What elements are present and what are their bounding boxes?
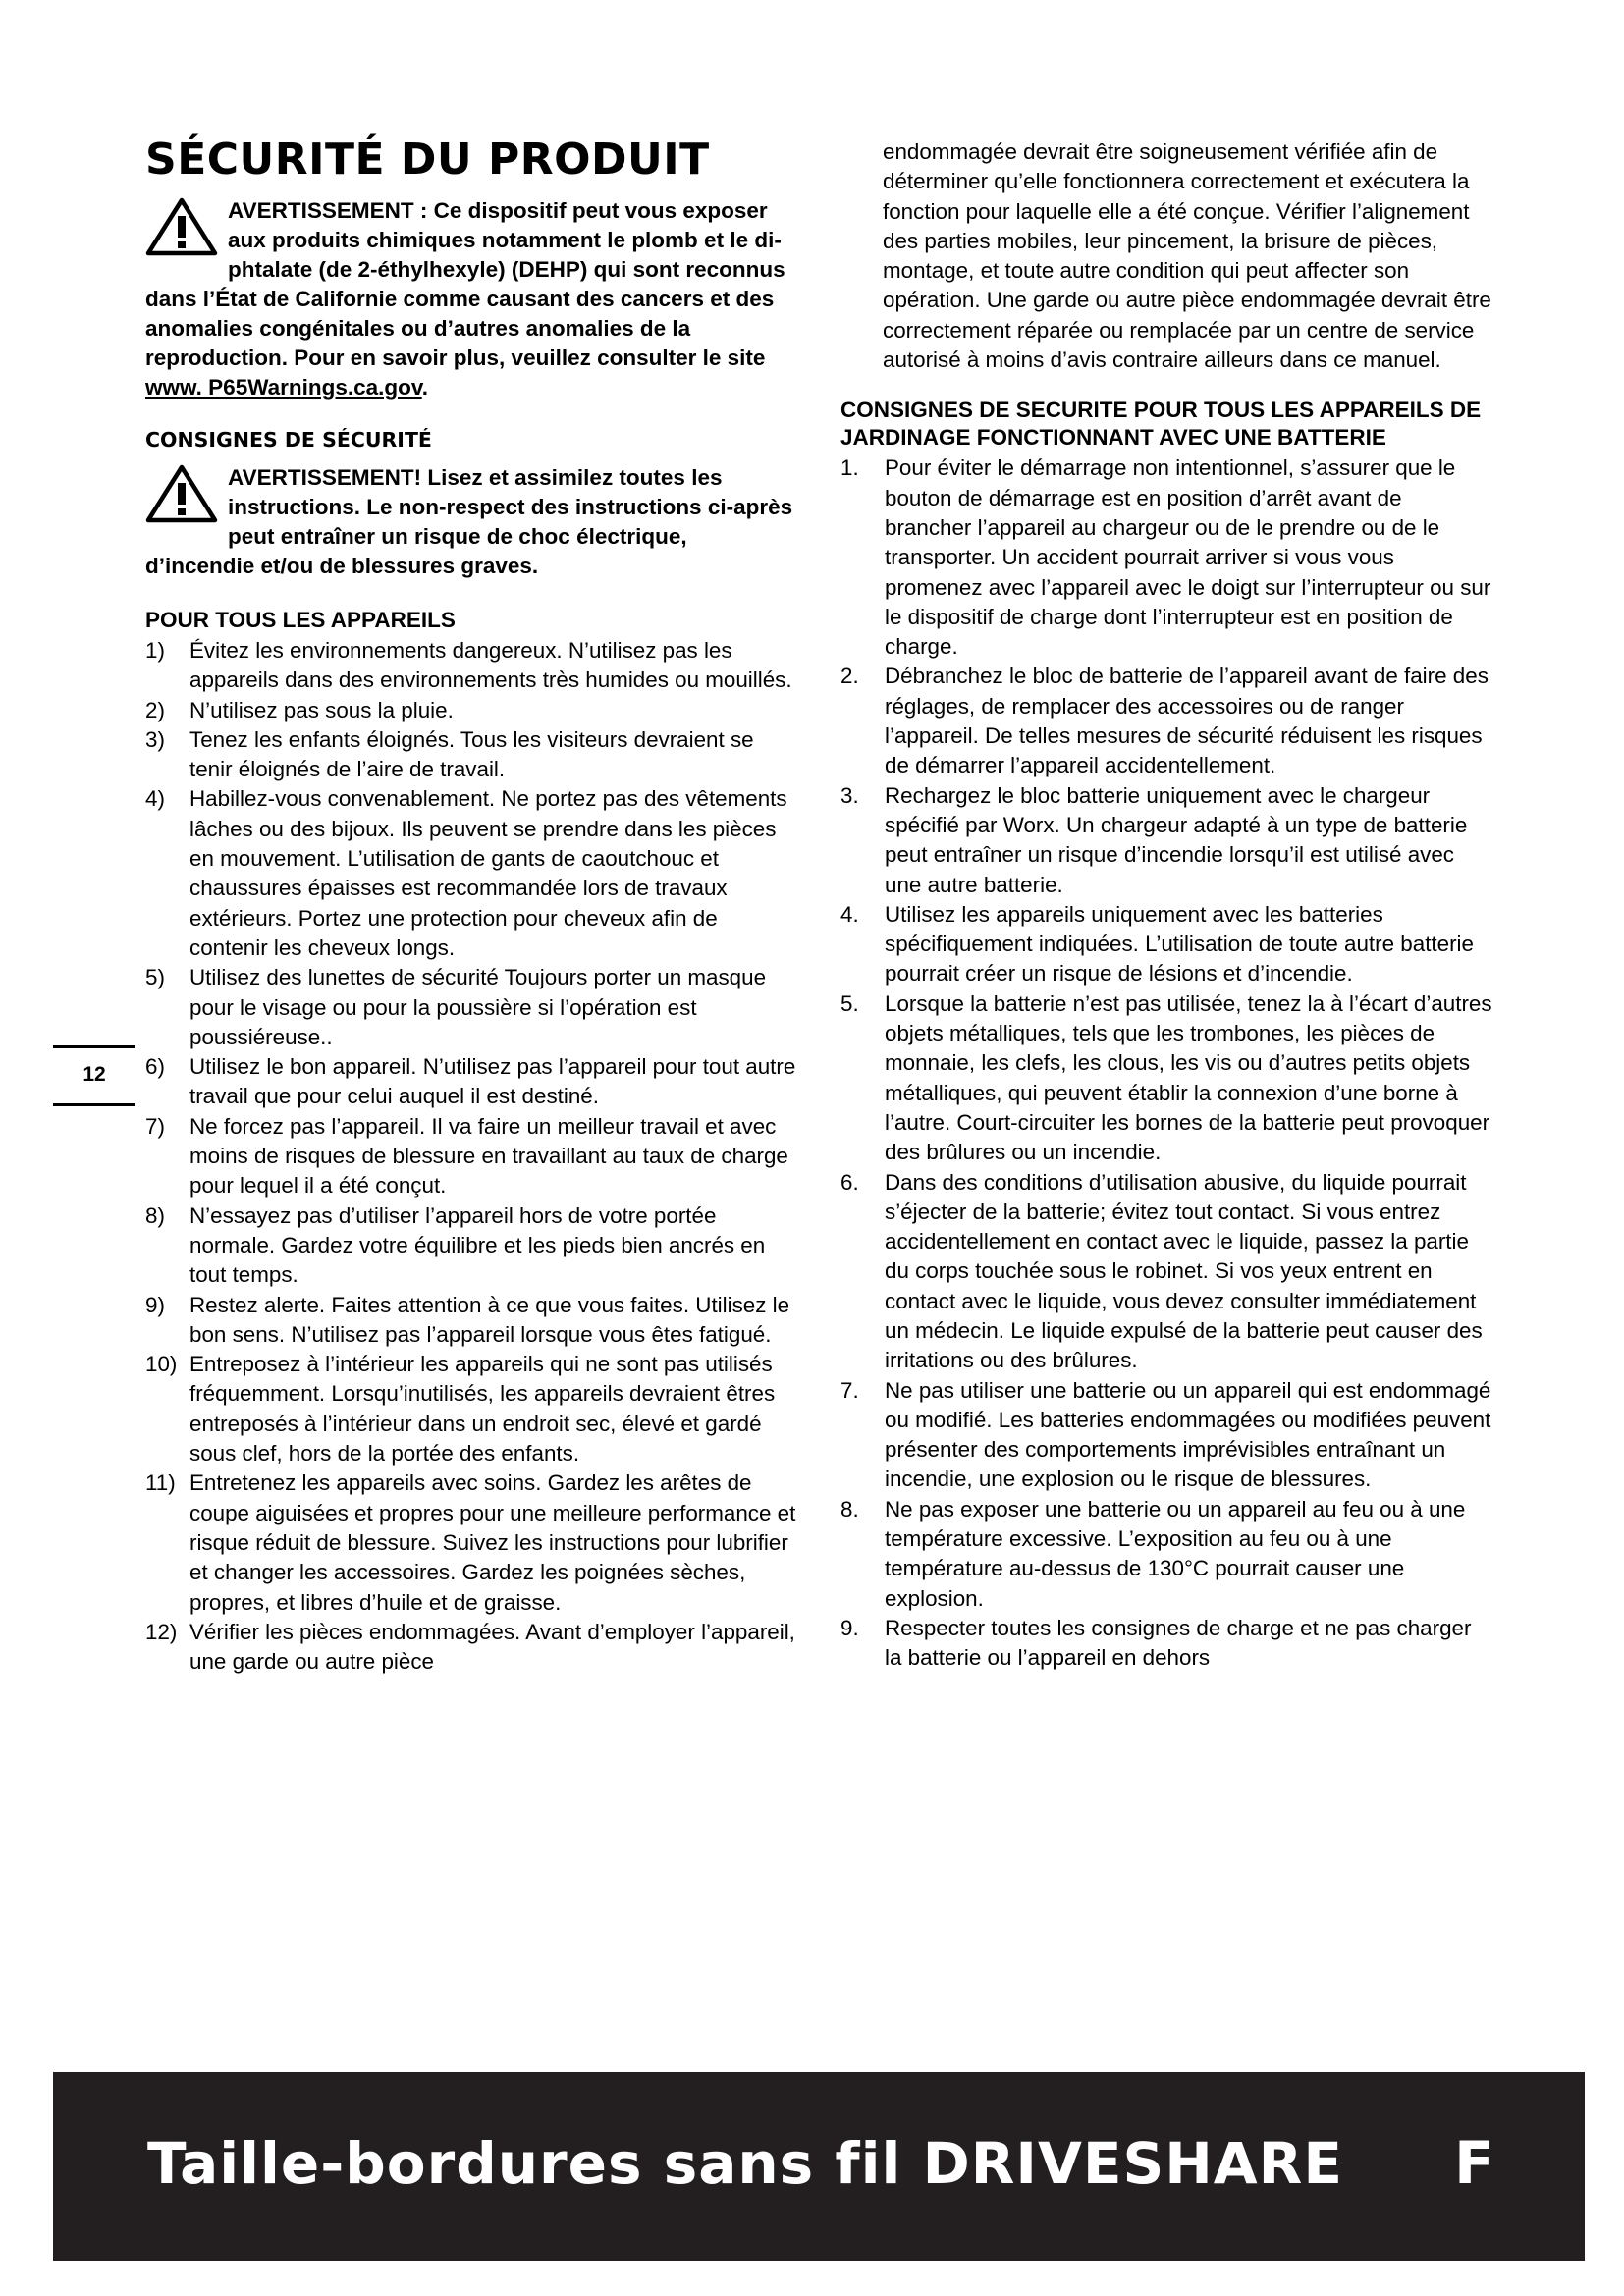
list-item bbox=[145, 696, 801, 725]
item-text: Restez alerte. Faites attention à ce que vous faites. Utilisez le bon sens. N’utilisez pas l’appareil lorsque vous êtes fatigué. bbox=[189, 1292, 790, 1347]
item-number: 10) bbox=[145, 1352, 178, 1377]
page-number-rule-top bbox=[53, 1045, 135, 1048]
list-item bbox=[145, 1201, 801, 1291]
page-number-rule-bottom bbox=[53, 1103, 135, 1106]
item-text: Dans des conditions d’utilisation abusive, du liquide pourrait s’éjecter de la batterie; évitez tout contact. Si vous entrez accidentellement en contact avec le liquide, passez la partie du corps touchée sous le robinet. Si vos yeux entrent en contact avec le liquide, vous devez consulter immédiatement un médecin. Le liquide expulsé de la batterie peut causer des irritations ou des brûlures. bbox=[885, 1169, 1483, 1373]
all-tools-list bbox=[145, 636, 801, 1677]
item-text: N’essayez pas d’utiliser l’appareil hors de votre portée normale. Gardez votre équilibre et les pieds bien ancrés en tout temps. bbox=[189, 1202, 766, 1288]
warning-triangle-icon bbox=[145, 463, 218, 524]
prop65-text: AVERTISSEMENT : Ce dispositif peut vous exposer aux produits chimiques notamment le plomb et le di-phtalate (de 2-éthylhexyle) (DEHP) qui sont reconnus dans l’État de Californie comme causant des cancers et des anomalies congénitales ou d’autres anomalies de la reproduction. Pour en savoir plus, veuillez consulter le site bbox=[145, 198, 785, 370]
item-number: 8) bbox=[145, 1202, 165, 1228]
item-12-continuation: endommagée devrait être soigneusement vérifiée afin de déterminer qu’elle fonctionnera correctement et exécutera la fonction pour laquelle elle a été conçue. Vérifier l’alignement des parties mobiles, leur pincement, la brisure de pièces, montage, et toute autre condition qui peut affecter son opération. Une garde ou autre pièce endommagée devrait être correctement réparée ou remplacée par un centre de service autorisé à moins d’avis contraire ailleurs dans ce manuel. bbox=[883, 139, 1491, 373]
list-item bbox=[840, 781, 1492, 900]
list-item bbox=[145, 1052, 801, 1112]
left-column bbox=[145, 135, 801, 1677]
prop65-end: . bbox=[421, 375, 428, 400]
item-text: Pour éviter le démarrage non intentionnel, s’assurer que le bouton de démarrage est en position d’arrêt avant de brancher l’appareil au chargeur ou de le prendre ou de le transporter. Un accident pourrait arriver si vous vous promenez avec l’appareil avec le doigt sur l’interrupteur ou sur le dispositif de charge dont l’interrupteur est en position de charge. bbox=[885, 455, 1491, 660]
footer-title: Taille-bordures sans fil DRIVESHARE bbox=[147, 2130, 1343, 2197]
item-text: Débranchez le bloc de batterie de l’appareil avant de faire des réglages, de remplacer des accessoires ou de ranger l’appareil. De telles mesures de sécurité réduisent les risques de démarrer l’appareil accidentellement. bbox=[885, 664, 1489, 778]
list-item bbox=[145, 1350, 801, 1468]
safety-warning bbox=[145, 463, 801, 581]
item-number: 8. bbox=[840, 1496, 859, 1522]
list-item bbox=[145, 1112, 801, 1201]
item-text: Entreposez à l’intérieur les appareils qui ne sont pas utilisés fréquemment. Lorsqu’inutilisés, les appareils devraient êtres entreposés à l’intérieur dans un endroit sec, élevé et gardé sous clef, hors de la portée des enfants. bbox=[189, 1352, 776, 1467]
list-item bbox=[145, 784, 801, 963]
item-number: 3) bbox=[145, 726, 165, 752]
page-number: 12 bbox=[82, 1063, 106, 1086]
item-number: 7) bbox=[145, 1113, 165, 1139]
item-text: Vérifier les pièces endommagées. Avant d’employer l’appareil, une garde ou autre pièce bbox=[189, 1619, 795, 1675]
list-item bbox=[840, 900, 1492, 989]
all-tools-heading: POUR TOUS LES APPAREILS bbox=[145, 608, 456, 632]
item-number: 2. bbox=[840, 664, 859, 689]
item-number: 12) bbox=[145, 1619, 178, 1644]
prop65-warning bbox=[145, 196, 801, 402]
item-number: 2) bbox=[145, 697, 165, 722]
item-number: 1. bbox=[840, 455, 859, 481]
list-item bbox=[840, 989, 1492, 1168]
list-item bbox=[840, 662, 1492, 780]
item-number: 1) bbox=[145, 638, 165, 663]
safety-warning-text: AVERTISSEMENT! Lisez et assimilez toutes les instructions. Le non-respect des instructions ci-après peut entraîner un risque de choc électrique, d’incendie et/ou de blessures graves. bbox=[145, 465, 793, 578]
item-number: 6. bbox=[840, 1169, 859, 1195]
list-item bbox=[145, 1291, 801, 1351]
item-number: 6) bbox=[145, 1054, 165, 1080]
list-item bbox=[145, 1618, 801, 1678]
prop65-link[interactable]: www. P65Warnings.ca.gov bbox=[145, 375, 422, 400]
item-text: Lorsque la batterie n’est pas utilisée, tenez la à l’écart d’autres objets métalliques, tels que les trombones, les pièces de monnaie, les clefs, les clous, les vis ou d’autres petits objets métalliques, qui peuvent établir la connexion d’une borne à l’autre. Court-circuiter les bornes de la batterie peut provoquer des brûlures ou un incendie. bbox=[885, 990, 1492, 1165]
item-text: Habillez-vous convenablement. Ne portez pas des vêtements lâches ou des bijoux. Ils peuvent se prendre dans les pièces en mouvement. L’utilisation de gants de caoutchouc et chaussures épaisses est recommandée lors de travaux extérieurs. Portez une protection pour cheveux afin de contenir les cheveux longs. bbox=[189, 786, 787, 960]
item-number: 5) bbox=[145, 965, 165, 990]
footer-language: F bbox=[1454, 2129, 1494, 2198]
list-item bbox=[840, 1376, 1492, 1495]
item-text: Tenez les enfants éloignés. Tous les visiteurs devraient se tenir éloignés de l’aire de travail. bbox=[189, 726, 754, 782]
item-number: 11) bbox=[145, 1470, 176, 1496]
page-title: SÉCURITÉ DU PRODUIT bbox=[145, 134, 710, 185]
list-item bbox=[145, 963, 801, 1052]
item-number: 5. bbox=[840, 990, 859, 1016]
item-text: Utilisez des lunettes de sécurité Toujours porter un masque pour le visage ou pour la poussière si l’opération est poussiéreuse.. bbox=[189, 965, 767, 1049]
item-number: 9) bbox=[145, 1292, 165, 1317]
item-text: Rechargez le bloc batterie uniquement avec le chargeur spécifié par Worx. Un chargeur adapté à un type de batterie peut entraîner un risque d’incendie lorsqu’il est utilisé avec une autre batterie. bbox=[885, 782, 1468, 897]
item-text: Ne pas exposer une batterie ou un appareil au feu ou à une température excessive. L’exposition au feu ou à une température au-dessus de 130°C pourrait causer une explosion. bbox=[885, 1496, 1466, 1611]
item-number: 7. bbox=[840, 1377, 859, 1403]
battery-heading: CONSIGNES DE SECURITE POUR TOUS LES APPAREILS DE JARDINAGE FONCTIONNANT AVEC UNE BATTERIE bbox=[840, 398, 1482, 451]
item-text: Ne forcez pas l’appareil. Il va faire un meilleur travail et avec moins de risques de blessure en travaillant au taux de charge pour lequel il a été conçut. bbox=[189, 1113, 788, 1199]
list-item bbox=[145, 725, 801, 785]
item-text: Évitez les environnements dangereux. N’utilisez pas les appareils dans des environnements très humides ou mouillés. bbox=[189, 638, 792, 693]
item-number: 4. bbox=[840, 901, 859, 927]
list-item bbox=[840, 1495, 1492, 1614]
safety-heading: CONSIGNES DE SÉCURITÉ bbox=[145, 428, 432, 452]
item-text: Utilisez les appareils uniquement avec les batteries spécifiquement indiquées. L’utilisation de toute autre batterie pourrait créer un risque de lésions et d’incendie. bbox=[885, 901, 1474, 987]
warning-triangle-icon bbox=[145, 196, 218, 257]
list-item bbox=[840, 454, 1492, 662]
right-column bbox=[840, 137, 1492, 1674]
item-number: 4) bbox=[145, 786, 165, 812]
item-text: Entretenez les appareils avec soins. Gardez les arêtes de coupe aiguisées et propres pour une meilleure performance et risque réduit de blessure. Suivez les instructions pour lubrifier et changer les accessoires. Gardez les poignées sèches, propres, et libres d’huile et de graisse. bbox=[189, 1470, 796, 1615]
page-number-marker bbox=[53, 1045, 135, 1106]
battery-list bbox=[840, 454, 1492, 1673]
list-item bbox=[145, 636, 801, 696]
list-item bbox=[840, 1614, 1492, 1674]
item-text: N’utilisez pas sous la pluie. bbox=[189, 697, 454, 722]
list-item bbox=[145, 1468, 801, 1617]
item-text: Respecter toutes les consignes de charge et ne pas charger la batterie ou l’appareil en dehors bbox=[885, 1615, 1472, 1671]
item-text: Ne pas utiliser une batterie ou un appareil qui est endommagé ou modifié. Les batteries endommagées ou modifiées peuvent présenter des comportements imprévisibles entraînant un incendie, une explosion ou le risque de blessures. bbox=[885, 1377, 1491, 1492]
footer-bar bbox=[53, 2072, 1585, 2261]
item-text: Utilisez le bon appareil. N’utilisez pas l’appareil pour tout autre travail que pour celui auquel il est destiné. bbox=[189, 1054, 796, 1109]
item-number: 3. bbox=[840, 782, 859, 808]
list-item bbox=[840, 1168, 1492, 1376]
item-number: 9. bbox=[840, 1615, 859, 1640]
